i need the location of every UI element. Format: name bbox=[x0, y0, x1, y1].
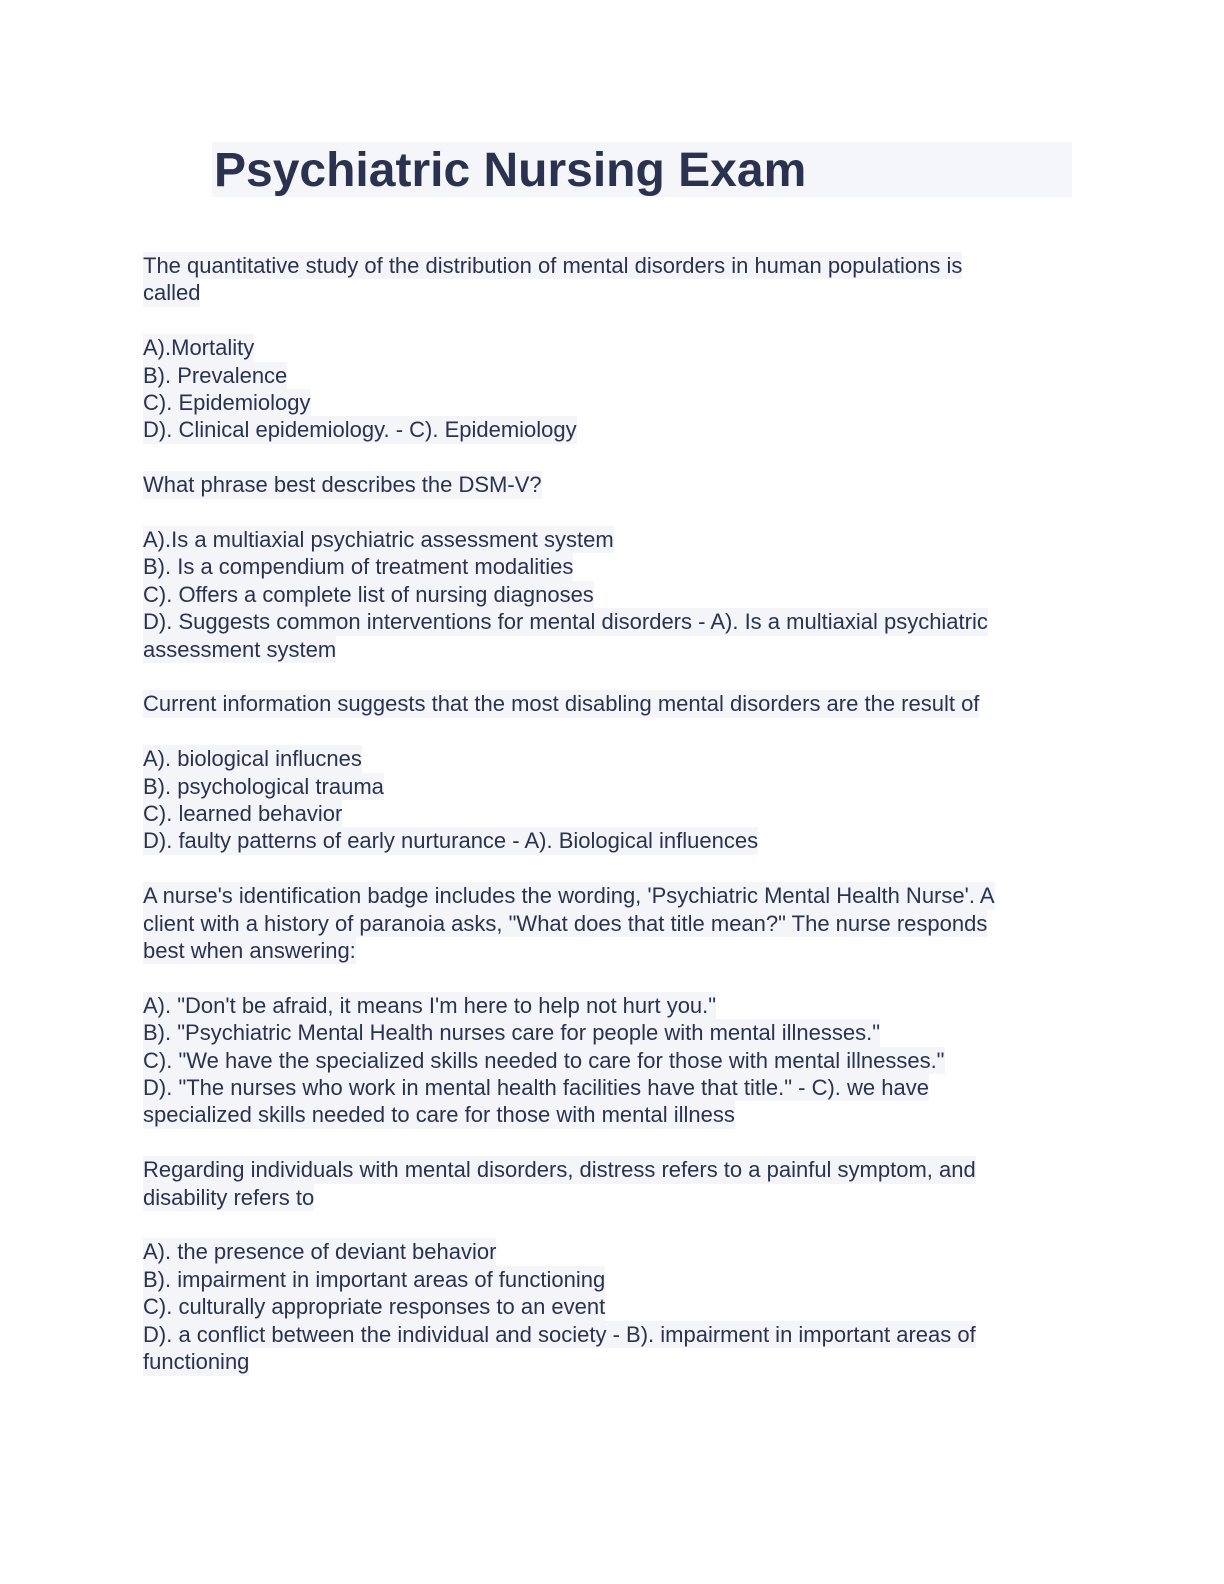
question-stem-2 bbox=[143, 471, 1073, 498]
question-stem-5 bbox=[143, 1156, 1073, 1211]
answer-option: D). a conflict between the individual and society - B). impairment in important areas of bbox=[143, 1321, 976, 1347]
answer-option: D). Clinical epidemiology. - C). Epidemiology bbox=[143, 417, 577, 443]
answer-option: B). impairment in important areas of functioning bbox=[143, 1266, 606, 1292]
answer-option: B). Is a compendium of treatment modalities bbox=[143, 554, 574, 580]
answer-option: B). Prevalence bbox=[143, 362, 288, 388]
question-text-line: called bbox=[143, 280, 201, 306]
answer-option: C). culturally appropriate responses to an event bbox=[143, 1294, 606, 1320]
answer-option: A). the presence of deviant behavior bbox=[143, 1239, 497, 1265]
question-text-line: A nurse's identification badge includes the wording, 'Psychiatric Mental Health Nurse'. A bbox=[143, 883, 995, 909]
answer-option: D). "The nurses who work in mental health facilities have that title." - C). we have bbox=[143, 1075, 929, 1101]
question-text-line: Regarding individuals with mental disorders, distress refers to a painful symptom, and bbox=[143, 1157, 976, 1183]
answer-option: A).Mortality bbox=[143, 335, 255, 361]
question-list bbox=[143, 252, 1073, 1403]
question-text-line: disability refers to bbox=[143, 1184, 315, 1210]
answer-option: D). faulty patterns of early nurturance - A). Biological influences bbox=[143, 828, 759, 854]
answer-option: D). Suggests common interventions for mental disorders - A). Is a multiaxial psychiatric bbox=[143, 609, 988, 635]
answer-options-5 bbox=[143, 1238, 1073, 1375]
question-stem-4 bbox=[143, 882, 1073, 964]
question-text-line: What phrase best describes the DSM-V? bbox=[143, 472, 542, 498]
question-stem-3 bbox=[143, 690, 1073, 717]
question-text-line: The quantitative study of the distribution of mental disorders in human populations is bbox=[143, 253, 963, 278]
answer-option: C). learned behavior bbox=[143, 801, 343, 827]
answer-options-4 bbox=[143, 992, 1073, 1129]
question-stem-1 bbox=[143, 252, 1073, 307]
answer-options-3 bbox=[143, 745, 1073, 855]
question-text-line: best when answering: bbox=[143, 938, 356, 964]
answer-option: B). psychological trauma bbox=[143, 773, 384, 799]
answer-option: assessment system bbox=[143, 636, 337, 662]
answer-option: B). "Psychiatric Mental Health nurses care for people with mental illnesses." bbox=[143, 1020, 881, 1046]
question-text-line: Current information suggests that the most disabling mental disorders are the result of bbox=[143, 691, 980, 717]
answer-options-1 bbox=[143, 334, 1073, 444]
answer-option: A).Is a multiaxial psychiatric assessment system bbox=[143, 527, 614, 553]
page-title: Psychiatric Nursing Exam bbox=[214, 144, 807, 197]
question-text-line: client with a history of paranoia asks, "What does that title mean?" The nurse responds bbox=[143, 910, 988, 936]
answer-option: A). biological influcnes bbox=[143, 746, 362, 772]
answer-option: specialized skills needed to care for those with mental illness bbox=[143, 1102, 735, 1128]
answer-options-2 bbox=[143, 526, 1073, 663]
answer-option: C). Epidemiology bbox=[143, 390, 311, 416]
answer-option: C). Offers a complete list of nursing diagnoses bbox=[143, 581, 594, 607]
answer-option: C). "We have the specialized skills needed to care for those with mental illnesses." bbox=[143, 1047, 945, 1073]
answer-option: A). "Don't be afraid, it means I'm here to help not hurt you." bbox=[143, 992, 717, 1018]
answer-option: functioning bbox=[143, 1349, 250, 1375]
